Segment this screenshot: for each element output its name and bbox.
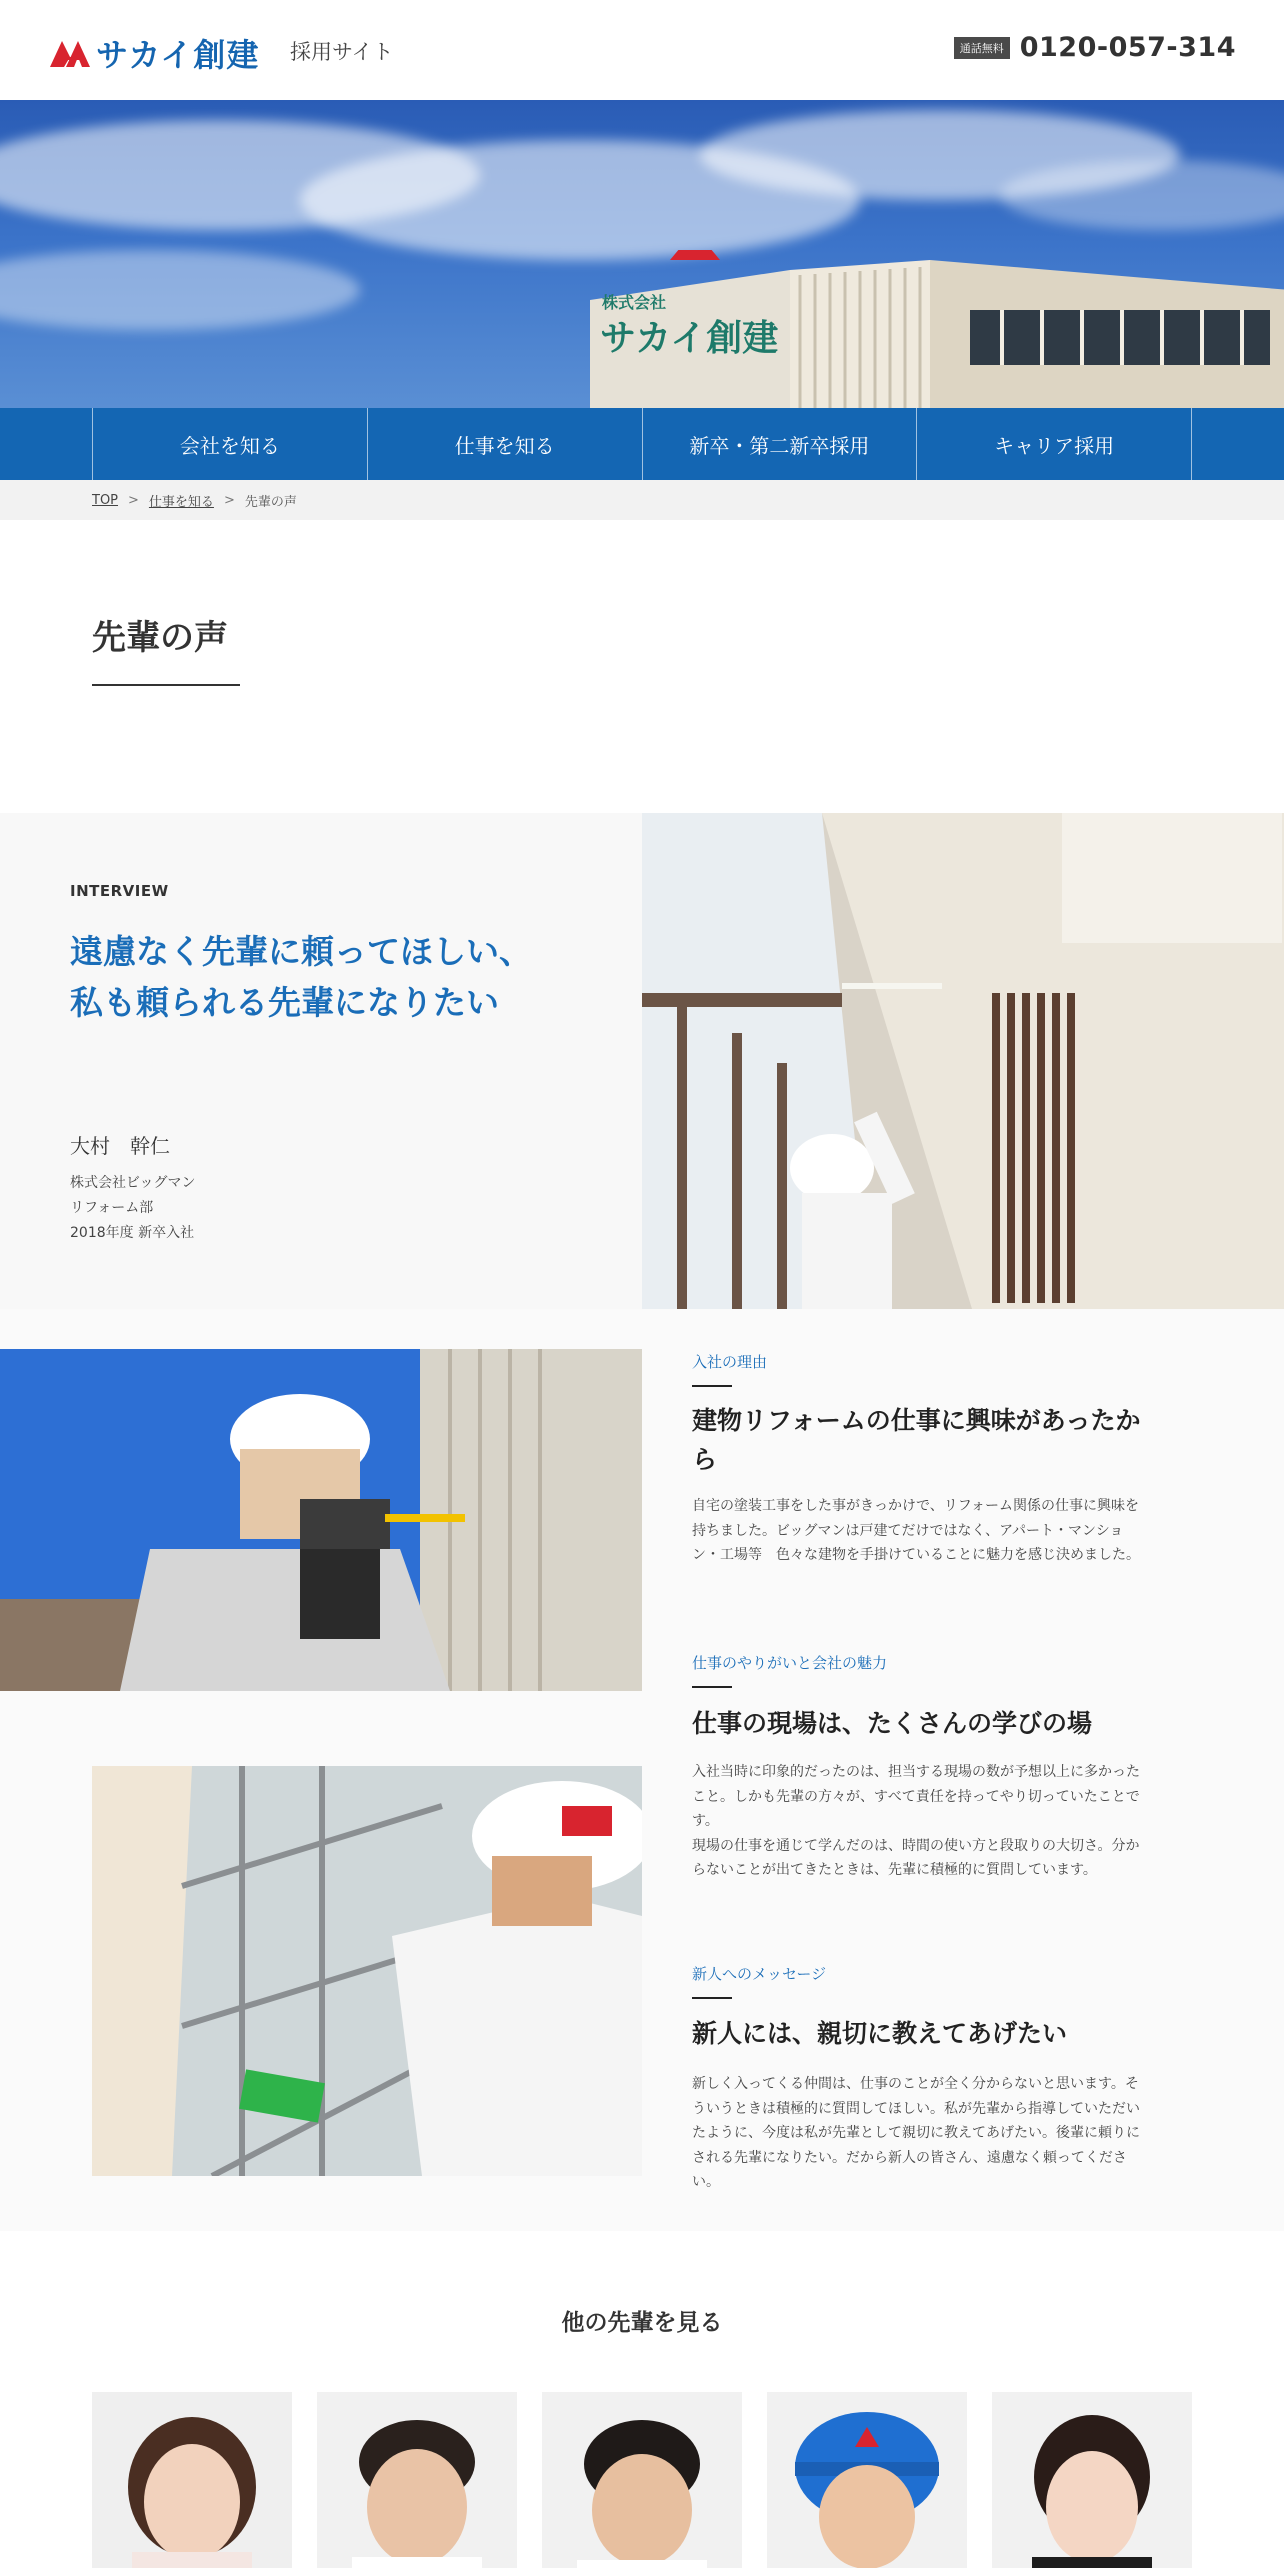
tel-free-badge: 通話無料 xyxy=(954,37,1010,59)
site-header xyxy=(0,0,1284,100)
nav-item-career[interactable]: キャリア採用 xyxy=(917,408,1192,480)
qa-message-title: 新人には、親切に教えてあげたい xyxy=(692,2019,1068,2048)
nav-item-new-graduate[interactable]: 新卒・第二新卒採用 xyxy=(643,408,918,480)
qa-appeal-body-paragraph-1: 入社当時に印象的だったのは、担当する現場の数が予想以上に多かったこと。しかも先輩の方々が、すべて責任を持ってやり切っていたことです。 xyxy=(692,1764,1140,1829)
qa-appeal-rule xyxy=(692,1686,732,1688)
interview-main-photo xyxy=(642,813,1284,1309)
logo-mark-icon xyxy=(48,37,92,69)
qa-appeal-body-paragraph-2: 現場の仕事を通じて学んだのは、時間の使い方と段取りの大切さ。分からないことが出てきたときは、先輩に積極的に質問しています。 xyxy=(692,1837,1140,1878)
qa-reason-tag: 入社の理由 xyxy=(692,1353,768,1371)
headline-line-2: 私も頼られる先輩になりたい xyxy=(70,983,499,1023)
interview-tag: INTERVIEW xyxy=(70,882,169,900)
nav-item-work[interactable]: 仕事を知る xyxy=(368,408,643,480)
qa-reason-body: 自宅の塗装工事をした事がきっかけで、リフォーム関係の仕事に興味を持ちました。ビッグマンは戸建てだけではなく、アパート・マンション・工場等 色々な建物を手掛けていることに魅力を感じ決めました。 xyxy=(692,1498,1140,1563)
site-label: 採用サイト xyxy=(290,40,394,64)
qa-appeal-title: 仕事の現場は、たくさんの学びの場 xyxy=(692,1709,1093,1738)
breadcrumb-top-link[interactable]: TOP xyxy=(92,492,119,508)
global-nav xyxy=(0,408,1284,480)
breadcrumb-separator: > xyxy=(128,492,139,508)
senior-card-4[interactable] xyxy=(767,2392,967,2568)
breadcrumb-separator: > xyxy=(223,492,235,508)
other-seniors-title: 他の先輩を見る xyxy=(561,2310,723,2336)
company-logo[interactable] xyxy=(48,30,259,76)
building-sign-small-text: 株式会社 xyxy=(602,293,667,312)
qa-appeal-body xyxy=(692,1760,1147,1883)
hero-image xyxy=(0,100,1284,408)
qa-message-body: 新しく入ってくる仲間は、仕事のことが全く分からないと思います。そういうときは積極的に質問してほしい。私が先輩から指導していただいたように、今度は私が先輩として親切に教えてあげたい。後輩に頼りにされる先輩になりたい。だから新人の皆さん、遠慮なく頼ってください。 xyxy=(692,2076,1140,2190)
company-building-image xyxy=(590,250,1284,408)
qa-appeal-tag: 仕事のやりがいと会社の魅力 xyxy=(692,1654,888,1672)
other-seniors-list xyxy=(92,2392,1192,2568)
qa-message-rule xyxy=(692,1997,732,1999)
interview-headline xyxy=(70,926,610,1028)
building-sign-text: サカイ創建 xyxy=(600,318,779,359)
nav-item-company[interactable]: 会社を知る xyxy=(93,408,368,480)
headline-line-1: 遠慮なく先輩に頼ってほしい、 xyxy=(70,932,532,971)
qa-reason-title: 建物リフォームの仕事に興味があったから xyxy=(692,1406,1141,1474)
title-underline xyxy=(92,684,240,686)
drill-work-photo xyxy=(0,1349,642,1691)
tel-contact[interactable] xyxy=(954,32,1236,63)
senior-card-1[interactable] xyxy=(92,2392,292,2568)
person-department: リフォーム部 xyxy=(70,1200,154,1216)
senior-card-2[interactable] xyxy=(317,2392,517,2568)
person-company: 株式会社ビッグマン xyxy=(70,1175,196,1191)
senior-card-3[interactable] xyxy=(542,2392,742,2568)
senior-card-5[interactable] xyxy=(992,2392,1192,2568)
qa-message-tag: 新人へのメッセージ xyxy=(692,1965,827,1983)
breadcrumb-section-link[interactable]: 仕事を知る xyxy=(148,494,214,510)
qa-reason-rule xyxy=(692,1385,732,1387)
breadcrumb xyxy=(0,480,1284,520)
person-joined: 2018年度 新卒入社 xyxy=(70,1225,195,1241)
logo-text: サカイ創建 xyxy=(96,36,260,74)
scaffold-work-photo xyxy=(92,1766,642,2176)
person-name: 大村 幹仁 xyxy=(70,1134,170,1158)
tel-number[interactable]: 0120-057-314 xyxy=(1019,32,1236,63)
page-title: 先輩の声 xyxy=(92,618,228,658)
breadcrumb-current: 先輩の声 xyxy=(244,494,297,510)
